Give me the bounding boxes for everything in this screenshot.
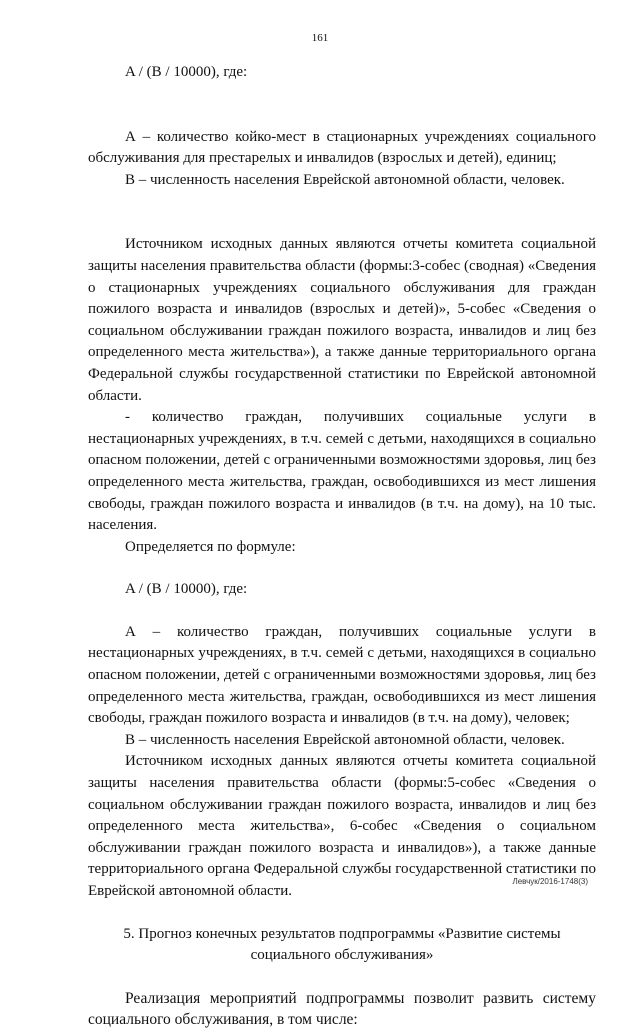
source-paragraph-2: Источником исходных данных являются отчеты комитета социальной защиты населения правительства области (формы:5-собес «Сведения о социальном обслуживании граждан пожилого возраста, инвалидов и лиц без определенного места жительства», 6-собес «Сведения о социальном обслуживании граждан пожилого возраста и инвалидов»), а также данные территориального органа Федеральной службы государственной статистики по Еврейской автономной области.: [88, 753, 596, 899]
definition-b-2: В – численность населения Еврейской автономной области, человек.: [125, 731, 565, 748]
page-number: 161: [311, 32, 329, 44]
footer-code: Левчук/2016-1748(3): [512, 877, 588, 886]
indicator-bullet: - количество граждан, получивших социальные услуги в нестационарных учреждениях, в т.ч. семей с детьми, находящихся в социально опасном положении, детей с ограниченными возможностями здоровья, лиц без определенного места жительства, граждан, освободившихся из мест лишения свободы, граждан пожилого возраста и инвалидов (в т.ч. на дому), на 10 тыс. населения.: [88, 409, 596, 534]
definition-a-1: А – количество койко-мест в стационарных учреждениях социального обслуживания для престарелых и инвалидов (взрослых и детей), единиц;: [88, 128, 596, 167]
formula-1: A / (B / 10000), где:: [125, 64, 248, 80]
formula-2: A / (B / 10000), где:: [125, 581, 248, 598]
section-heading-line-2: социального обслуживания»: [250, 947, 434, 964]
section-heading-line-1: 5. Прогноз конечных результатов подпрограммы «Развитие системы: [123, 925, 561, 942]
definition-b-1: В – численность населения Еврейской автономной области, человек.: [125, 171, 565, 188]
defined-by-formula: Определяется по формуле:: [125, 538, 296, 555]
source-paragraph-1: Источником исходных данных являются отчеты комитета социальной защиты населения правительства области (формы:3-собес (сводная) «Сведения о стационарных учреждениях социального обслуживания для граждан пожилого возраста и инвалидов (взрослых и детей)», 5-собес «Сведения о социальном обслуживании граждан пожилого возраста, инвалидов и лиц без определенного места жительства»), а также данные территориального органа Федеральной службы государственной статистики по Еврейской автономной области.: [88, 236, 596, 404]
final-paragraph: Реализация мероприятий подпрограммы позволит развить систему социального обслуживания, в том числе:: [88, 989, 596, 1029]
definition-a-2: А – количество граждан, получивших социальные услуги в нестационарных учреждениях, в т.ч. семей с детьми, находящихся в социально опасном положении, детей с ограниченными возможностями здоровья, лиц без определенного места жительства, граждан, освободившихся из мест лишения свободы, граждан пожилого возраста и инвалидов (в т.ч. на дому), человек;: [88, 623, 596, 727]
